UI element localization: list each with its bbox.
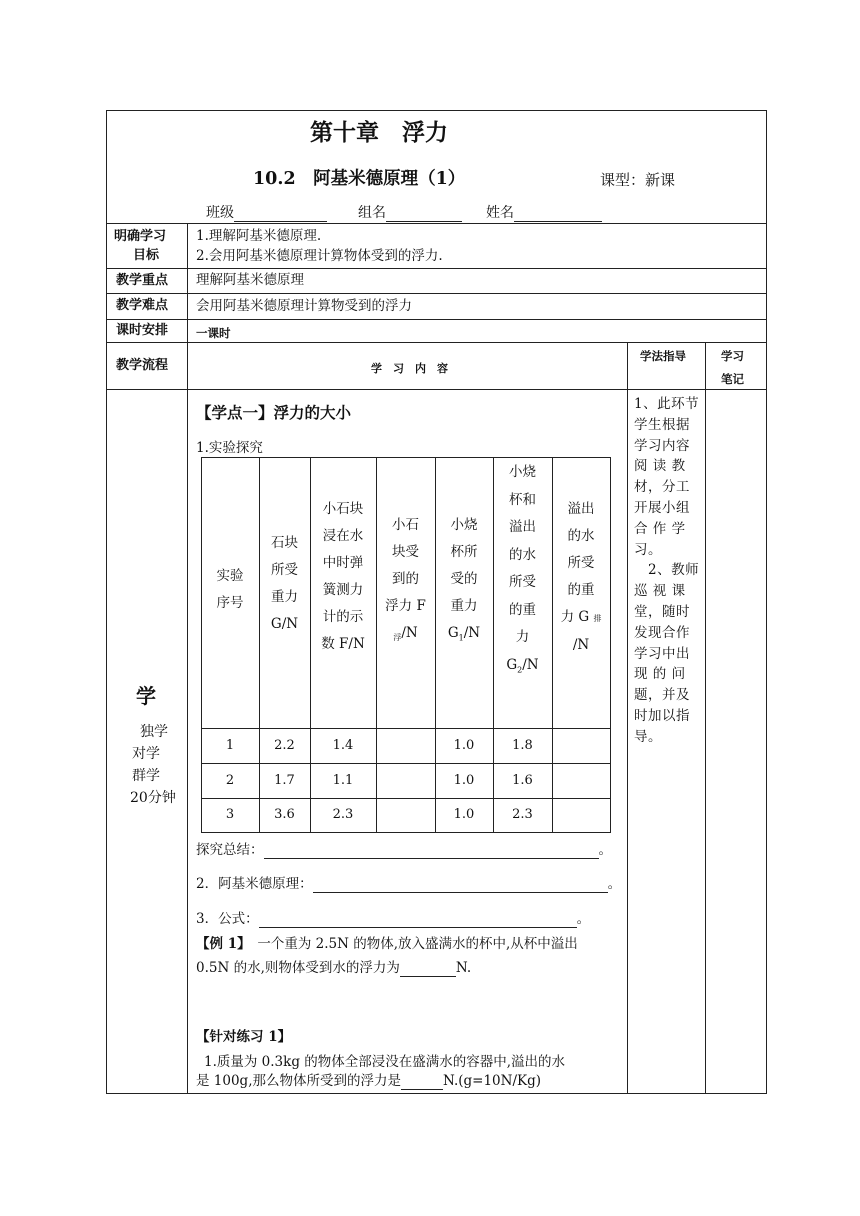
example-text-1: 一个重为 2.5N 的物体,放入盛满水的杯中,从杯中溢出 <box>243 936 578 952</box>
exp-table-line <box>201 763 611 764</box>
exp-cell: 3.6 <box>274 807 295 822</box>
example-text-2: 0.5N 的水,则物体受到水的浮力为 <box>196 960 400 976</box>
goals-label-2: 目标 <box>133 248 160 263</box>
class-blank[interactable] <box>234 207 327 222</box>
exp-cell: 1.8 <box>512 738 533 753</box>
table-bottom-border <box>106 1093 767 1094</box>
exp-cell: 2.3 <box>332 807 354 822</box>
goal-1: 1.理解阿基米德原理. <box>196 228 322 244</box>
g1-unit: /N <box>463 625 481 641</box>
mode-group: 群学 <box>132 768 160 784</box>
buoyancy-subscript: 浮 <box>393 633 402 642</box>
exp-table-line <box>610 457 611 833</box>
practice-unit: N.(g=10N/Kg) <box>443 1073 541 1089</box>
difficulty-label: 教学难点 <box>116 298 169 313</box>
practice-text-2: 是 100g,那么物体所受到的浮力是 <box>196 1073 401 1089</box>
principle-line <box>196 875 621 893</box>
notes-header-2: 笔记 <box>721 372 744 386</box>
exp-cell: 2.3 <box>512 807 533 822</box>
formula-period: 。 <box>576 911 591 927</box>
exp-header-stone-weight: 石块 所受 重力 G/N <box>270 535 299 632</box>
guidance-text: 1、此环节 学生根据 学习内容 阅 读 教 材，分工 开展小组 合 作 学 习。 2、教师 巡 视 课 堂，随时 发现合作 学习中出 现 的 问 题，并及 时加以指 导。 <box>634 396 700 745</box>
exp-cell: 1.1 <box>332 773 354 788</box>
buoyancy-unit: /N <box>401 625 418 641</box>
example-line-1 <box>196 935 578 953</box>
summary-blank[interactable] <box>264 844 599 859</box>
key-value: 理解阿基米德原理 <box>196 272 304 288</box>
pai-unit: /N <box>572 637 590 653</box>
goal-2: 2.会用阿基米德原理计算物体受到的浮力. <box>196 248 443 264</box>
row-divider <box>106 293 767 294</box>
exp-cell: 3 <box>225 807 235 822</box>
practice-line-2 <box>196 1072 541 1090</box>
exp-cell: 1.0 <box>453 807 475 822</box>
row-divider <box>106 342 767 343</box>
class-label: 班级 <box>206 205 234 221</box>
exp-cell: 1 <box>225 738 235 753</box>
name-label: 姓名 <box>486 205 514 221</box>
table-left-border <box>106 110 107 1094</box>
row-divider <box>106 268 767 269</box>
section-title: 【学点一】浮力的大小 <box>196 403 352 422</box>
class-field <box>206 204 327 222</box>
mode-pair: 对学 <box>132 746 160 762</box>
name-blank[interactable] <box>514 207 602 222</box>
formula-line <box>196 910 590 928</box>
practice-answer-blank[interactable] <box>401 1075 443 1090</box>
exp-table-line <box>201 798 611 799</box>
practice-tag: 【针对练习 1】 <box>196 1029 292 1045</box>
mode-solo: 独学 <box>140 724 168 740</box>
key-label: 教学重点 <box>116 273 169 288</box>
exp-table-line <box>201 728 611 729</box>
exp-header-scale-reading: 小石块 浸在水 中时弹 簧测力 计的示 数 F/N <box>321 501 365 652</box>
experiment-label: 1.实验探究 <box>196 440 263 456</box>
g2-subscript: 2 <box>517 665 523 675</box>
row-divider <box>106 223 767 224</box>
col-divider-notes <box>705 342 706 1094</box>
col-divider-label <box>187 223 188 1094</box>
exp-header-overflow-weight <box>552 496 610 659</box>
notes-header: 学习 <box>721 349 744 363</box>
summary-period: 。 <box>598 842 612 858</box>
lesson-title: 10.2 阿基米德原理（1） <box>253 169 466 189</box>
principle-period: 。 <box>607 876 622 892</box>
content-header: 学 习 内 容 <box>371 362 448 375</box>
exp-header-cup-text: 小烧 杯所 受的 重力 G <box>447 517 478 641</box>
chapter-title: 第十章 浮力 <box>310 119 448 146</box>
exp-header-buoyancy-text: 小石 块受 到的 浮力 F <box>385 517 426 614</box>
example-line-2 <box>196 959 471 977</box>
schedule-label: 课时安排 <box>116 323 169 338</box>
name-field <box>486 204 602 222</box>
exp-header-cup-water-text: 小烧 杯和 溢出 的水 所受 的重 力 G <box>506 464 536 673</box>
exp-header-buoyancy <box>376 512 435 651</box>
exp-header-cup-weight <box>435 512 493 652</box>
exp-table-line <box>201 457 611 458</box>
exp-cell: 1.0 <box>453 773 475 788</box>
exp-header-trial: 实验 序号 <box>216 568 244 611</box>
process-header: 教学流程 <box>116 358 169 373</box>
group-blank[interactable] <box>386 207 462 222</box>
g2-unit: /N <box>522 656 539 673</box>
exp-cell: 1.7 <box>274 773 295 788</box>
exp-cell: 1.0 <box>453 738 475 753</box>
example-tag: 【例 1】 <box>196 936 244 952</box>
principle-label: 2．阿基米德原理： <box>196 876 313 892</box>
goals-label: 明确学习 <box>114 229 167 244</box>
schedule-value: 一课时 <box>196 326 231 340</box>
row-divider <box>106 389 767 390</box>
principle-blank[interactable] <box>313 878 608 893</box>
table-right-border <box>766 110 767 1094</box>
exp-table-line <box>201 832 611 833</box>
summary-line <box>196 841 612 859</box>
exp-cell: 2 <box>225 773 235 788</box>
g1-subscript: 1 <box>458 633 464 643</box>
exp-cell: 1.6 <box>512 773 533 788</box>
duration: 20分钟 <box>130 790 176 806</box>
exp-header-overflow-text: 溢出 的水 所受 的重 力 G <box>560 501 595 625</box>
table-top-border <box>106 110 767 111</box>
exp-cell: 1.4 <box>332 738 354 753</box>
example-answer-blank[interactable] <box>400 962 456 977</box>
difficulty-value: 会用阿基米德原理计算物受到的浮力 <box>196 298 412 314</box>
learn-big-char: 学 <box>136 684 156 708</box>
group-field <box>358 204 462 222</box>
guidance-header: 学法指导 <box>640 349 686 363</box>
col-divider-guidance <box>627 342 628 1094</box>
exp-header-cup-water-weight <box>493 459 552 684</box>
practice-line-1: 1.质量为 0.3kg 的物体全部浸没在盛满水的容器中,溢出的水 <box>204 1054 566 1070</box>
exp-cell: 2.2 <box>274 738 295 753</box>
pai-subscript: 排 <box>593 614 602 623</box>
lesson-type: 课型：新课 <box>600 171 676 189</box>
group-label: 组名 <box>358 205 386 221</box>
formula-blank[interactable] <box>259 913 577 928</box>
example-unit: N. <box>455 960 472 976</box>
summary-label: 探究总结： <box>196 842 264 858</box>
row-divider <box>106 319 767 320</box>
exp-header-buoyancy-unit <box>376 620 435 651</box>
formula-label: 3．公式： <box>196 911 259 927</box>
